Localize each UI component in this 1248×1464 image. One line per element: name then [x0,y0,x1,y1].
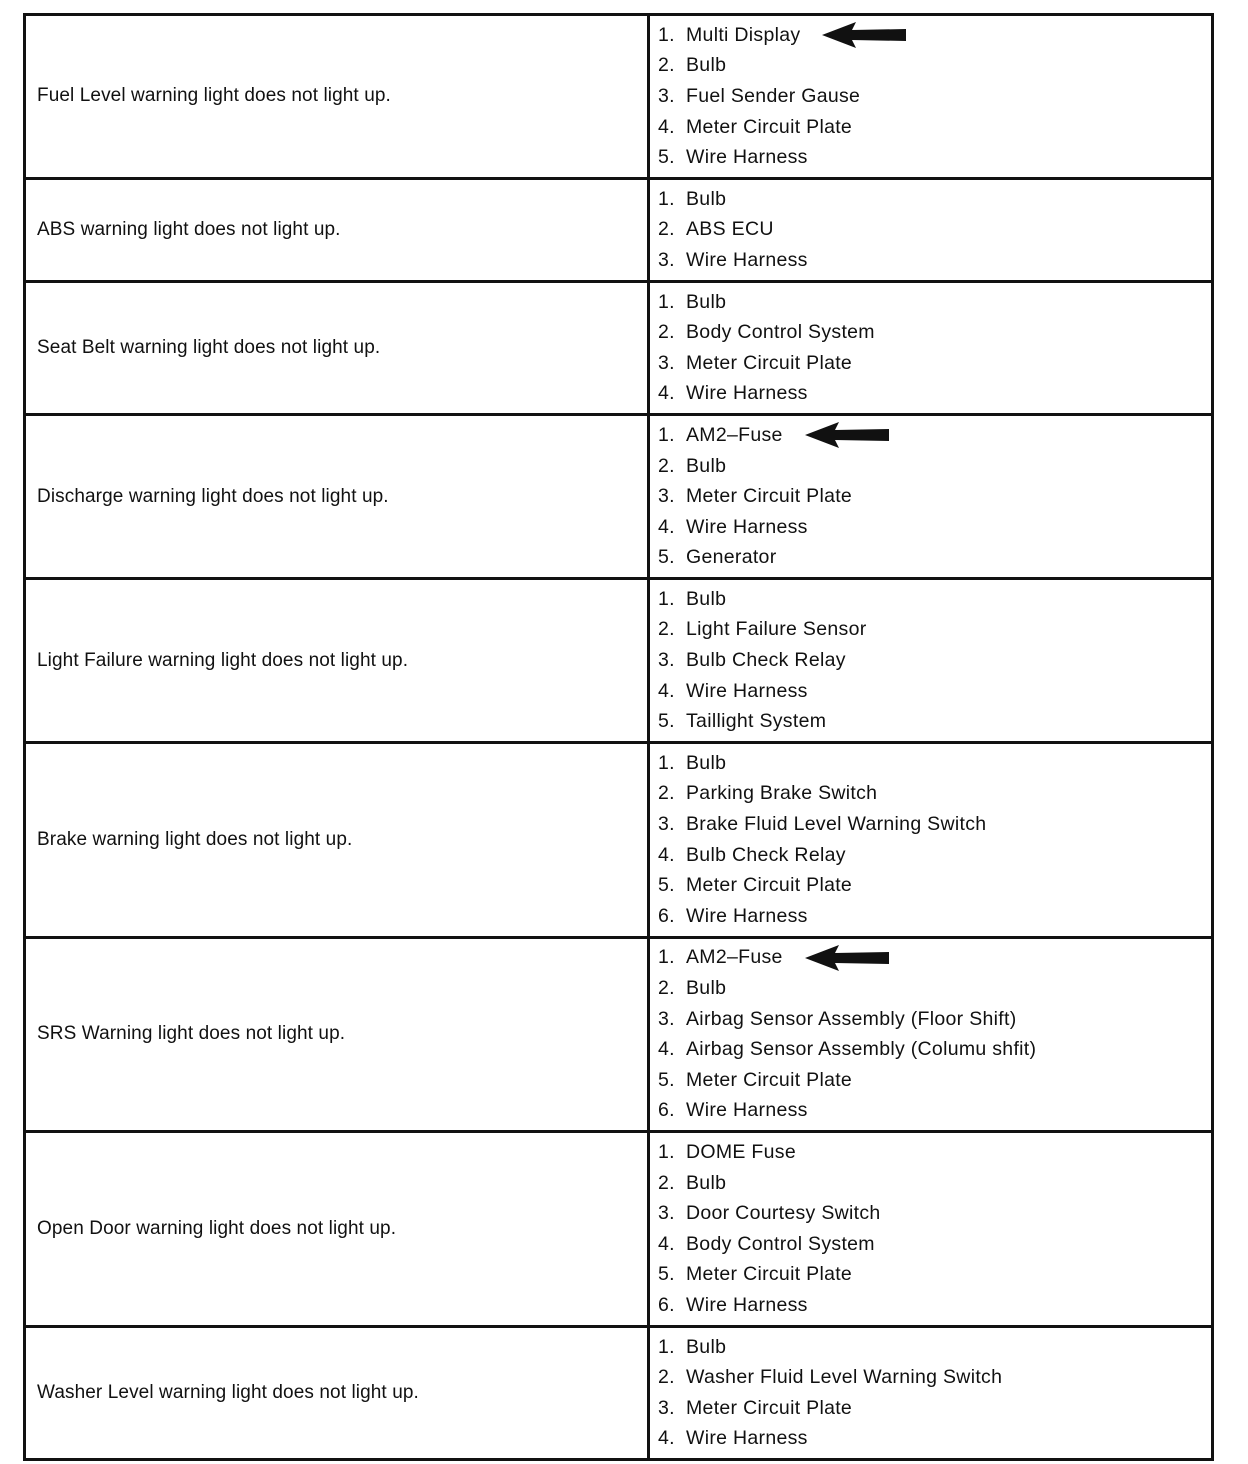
item-label: Body Control System [686,1232,875,1255]
list-item [658,840,1211,871]
symptom-cell: Seat Belt warning light does not light up. [25,281,649,414]
item-label: Bulb [686,1335,727,1358]
list-item [658,706,1211,737]
item-label: Bulb [686,187,727,210]
item-label: Wire Harness [686,1099,808,1122]
item-number: 3. [658,1396,675,1419]
table-row [25,579,1213,743]
item-label: Wire Harness [686,679,808,702]
item-label: Meter Circuit Plate [686,351,853,374]
item-number: 4. [658,679,675,702]
list-item [658,943,1211,974]
item-label: Wire Harness [686,382,808,405]
left-arrow-icon [822,22,906,48]
list-item [658,1168,1211,1199]
item-number: 1. [658,187,675,210]
list-item [658,1065,1211,1096]
table-row [25,15,1213,179]
item-number: 2. [658,1366,675,1389]
symptom-cell: Washer Level warning light does not light up. [25,1326,649,1459]
list-item [658,1260,1211,1291]
item-number: 1. [658,1140,675,1163]
list-item [658,543,1211,574]
item-number: 2. [658,977,675,1000]
item-label: Body Control System [686,321,875,344]
list-item [658,215,1211,246]
item-label: Wire Harness [686,146,808,169]
item-label: AM2–Fuse [686,946,783,969]
item-label: Meter Circuit Plate [686,1068,853,1091]
item-number: 1. [658,751,675,774]
list-item [658,1034,1211,1065]
troubleshooting-table [23,13,1214,1461]
list-item [658,51,1211,82]
list-item [658,184,1211,215]
item-number: 6. [658,1099,675,1122]
item-label: AM2–Fuse [686,423,783,446]
item-label: Airbag Sensor Assembly (Columu shfit) [686,1038,1037,1061]
table-row [25,1326,1213,1459]
list-item [658,348,1211,379]
left-arrow-icon [805,422,889,448]
item-label: Bulb Check Relay [686,649,846,672]
item-label: Wire Harness [686,1293,808,1316]
item-number: 3. [658,351,675,374]
symptom-cell: ABS warning light does not light up. [25,178,649,281]
item-label: Bulb [686,751,727,774]
item-label: Brake Fluid Level Warning Switch [686,813,987,836]
suspect-parts-cell [649,281,1213,414]
item-number: 2. [658,218,675,241]
item-label: Meter Circuit Plate [686,1396,853,1419]
item-number: 3. [658,649,675,672]
item-label: Fuel Sender Gause [686,84,861,107]
item-label: Meter Circuit Plate [686,874,853,897]
item-number: 2. [658,782,675,805]
item-label: Wire Harness [686,248,808,271]
list-item [658,245,1211,276]
item-number: 2. [658,321,675,344]
list-item [658,1004,1211,1035]
item-label: Meter Circuit Plate [686,1263,853,1286]
list-item [658,317,1211,348]
list-item [658,1096,1211,1127]
item-number: 5. [658,710,675,733]
suspect-parts-cell [649,579,1213,743]
list-item [658,481,1211,512]
item-label: Parking Brake Switch [686,782,878,805]
list-item [658,615,1211,646]
item-number: 3. [658,84,675,107]
list-item [658,1137,1211,1168]
item-number: 4. [658,1038,675,1061]
list-item [658,1362,1211,1393]
item-label: Wire Harness [686,904,808,927]
list-item [658,779,1211,810]
list-item [658,512,1211,543]
list-item [658,112,1211,143]
item-label: Generator [686,546,777,569]
item-number: 3. [658,1007,675,1030]
item-label: Door Courtesy Switch [686,1202,881,1225]
item-number: 5. [658,546,675,569]
item-number: 3. [658,813,675,836]
table-row [25,743,1213,938]
item-number: 2. [658,54,675,77]
item-number: 1. [658,290,675,313]
item-label: DOME Fuse [686,1140,796,1163]
symptom-cell: Light Failure warning light does not light up. [25,579,649,743]
list-item [658,20,1211,51]
list-item [658,142,1211,173]
suspect-parts-cell [649,937,1213,1132]
list-item [658,645,1211,676]
list-item [658,81,1211,112]
item-number: 1. [658,946,675,969]
item-number: 5. [658,874,675,897]
item-number: 2. [658,454,675,477]
item-number: 5. [658,146,675,169]
item-label: Airbag Sensor Assembly (Floor Shift) [686,1007,1017,1030]
item-label: Wire Harness [686,1427,808,1450]
item-label: Light Failure Sensor [686,618,867,641]
item-label: Bulb [686,454,727,477]
item-label: Bulb [686,290,727,313]
list-item [658,379,1211,410]
item-number: 2. [658,1171,675,1194]
list-item [658,1424,1211,1455]
item-number: 2. [658,618,675,641]
suspect-parts-cell [649,743,1213,938]
item-number: 1. [658,1335,675,1358]
list-item [658,901,1211,932]
symptom-cell: Open Door warning light does not light up. [25,1132,649,1327]
list-item [658,287,1211,318]
item-label: Taillight System [686,710,827,733]
list-item [658,451,1211,482]
item-number: 1. [658,423,675,446]
item-label: Bulb Check Relay [686,843,846,866]
symptom-cell: Brake warning light does not light up. [25,743,649,938]
list-item [658,1393,1211,1424]
item-number: 4. [658,1232,675,1255]
item-label: Meter Circuit Plate [686,115,853,138]
item-label: Bulb [686,587,727,610]
item-label: Bulb [686,54,727,77]
table-row [25,415,1213,579]
symptom-cell: Discharge warning light does not light up. [25,415,649,579]
suspect-parts-cell [649,178,1213,281]
list-item [658,809,1211,840]
left-arrow-icon [805,945,889,971]
list-item [658,584,1211,615]
item-number: 3. [658,1202,675,1225]
list-item [658,973,1211,1004]
suspect-parts-cell [649,1132,1213,1327]
item-label: ABS ECU [686,218,774,241]
symptom-cell: SRS Warning light does not light up. [25,937,649,1132]
list-item [658,1290,1211,1321]
item-number: 6. [658,1293,675,1316]
item-label: Multi Display [686,23,801,46]
item-number: 1. [658,587,675,610]
list-item [658,870,1211,901]
item-label: Washer Fluid Level Warning Switch [686,1366,1003,1389]
suspect-parts-cell [649,1326,1213,1459]
list-item [658,1198,1211,1229]
item-number: 4. [658,382,675,405]
item-number: 4. [658,843,675,866]
list-item [658,1229,1211,1260]
item-number: 3. [658,248,675,271]
item-number: 5. [658,1068,675,1091]
suspect-parts-cell [649,415,1213,579]
table-row [25,937,1213,1132]
list-item [658,420,1211,451]
item-number: 4. [658,115,675,138]
item-label: Bulb [686,977,727,1000]
item-number: 1. [658,23,675,46]
item-number: 4. [658,515,675,538]
item-label: Wire Harness [686,515,808,538]
list-item [658,676,1211,707]
table-row [25,281,1213,414]
item-number: 5. [658,1263,675,1286]
suspect-parts-cell [649,15,1213,179]
table-row [25,1132,1213,1327]
item-number: 3. [658,485,675,508]
item-number: 4. [658,1427,675,1450]
list-item [658,748,1211,779]
item-label: Meter Circuit Plate [686,485,853,508]
table-body [25,15,1213,1460]
item-label: Bulb [686,1171,727,1194]
list-item [658,1332,1211,1363]
table-row [25,178,1213,281]
symptom-cell: Fuel Level warning light does not light up. [25,15,649,179]
item-number: 6. [658,904,675,927]
